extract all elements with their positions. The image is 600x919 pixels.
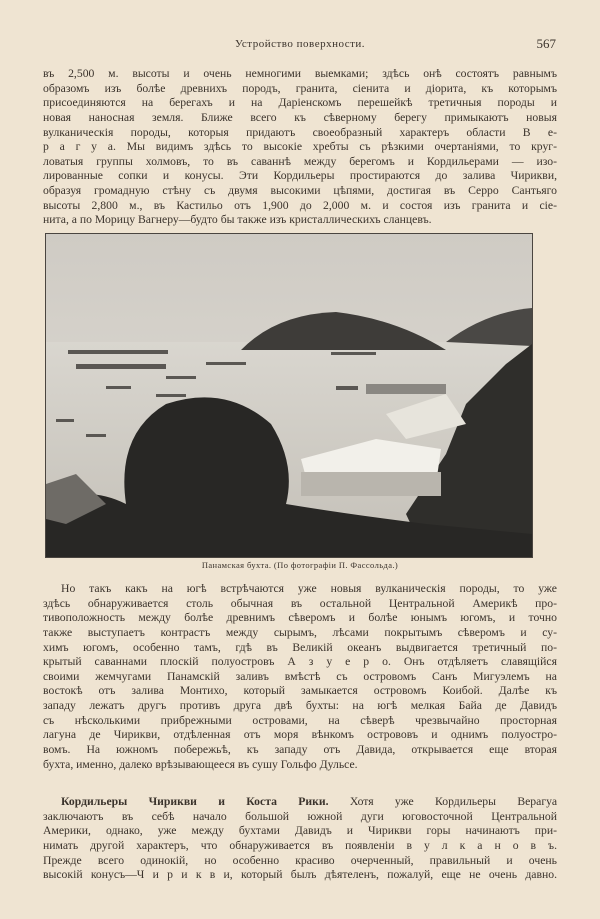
text-line: ловатыя группы холмовъ, то въ саваннѣ между берегомъ и Кордильерами — изо-	[43, 154, 557, 168]
text-line: востокѣ отъ залива Монтихо, который замыкается островомъ Коибой. Далѣе къ	[43, 684, 557, 698]
text-line: здѣсь обнаруживается столь обычная въ остальной Центральной Америкѣ про-	[43, 596, 557, 610]
text-line: образуя громадную стѣну съ двумя высокими цѣпями, достигая въ Серро Сантьяго	[43, 184, 557, 198]
figure-photo-panama-bay	[45, 233, 533, 558]
text-line: съ нѣсколькими прибрежными островами, на сѣверѣ чрезвычайно просторная	[43, 713, 557, 727]
text-line: тивоположность между болѣе древнимъ сѣверомъ и болѣе юнымъ югомъ, и точно	[43, 611, 557, 625]
paragraph-1	[43, 67, 557, 228]
text-line: Америки, однако, уже между бухтами Давидъ и Чирикви горы начинаютъ при-	[43, 824, 557, 838]
text-line	[43, 795, 557, 810]
text-line: западу лежатъ другъ противъ друга двѣ бухты: на югѣ мелкая Байа де Давидъ	[43, 699, 557, 713]
page-number: 567	[536, 36, 556, 51]
paragraph-3	[43, 795, 557, 883]
text-line: химъ югомъ, особенно тамъ, гдѣ въ Великій океанъ выдвигается третичный по-	[43, 640, 557, 654]
running-title: Устройство поверхности.	[234, 38, 366, 50]
text-line: бухта, именно, далеко врѣзывающееся въ сушу Гольфо Дульсе.	[43, 757, 358, 771]
text-line: вулканическія породы, которыя придаютъ своеобразный характеръ области В е-	[43, 125, 557, 139]
text-line: лагуна де Чирикви, отдѣленная отъ моря вѣнкомъ острововъ и однимъ полуостро-	[43, 728, 557, 742]
section-heading: Кордильеры Чирикви и Коста Рики.	[61, 795, 329, 808]
text-line: нимать другой характеръ, что обнаруживается въ появленіи в у л к а н о в ъ.	[43, 838, 557, 852]
text-line: нита, а по Морицу Вагнеру—будто бы также изъ кристаллическихъ сланцевъ.	[43, 213, 432, 227]
figure-caption: Панамская бухта. (По фотографіи П. Фассольда.)	[201, 560, 399, 570]
text-line: р а г у а. Мы видимъ здѣсь то высокіе хребты съ рѣзкими очертаніями, то круг-	[43, 140, 557, 154]
text-line: новая наносная земля. Ближе всего къ сѣверному берегу примыкаютъ новыя	[43, 110, 557, 124]
photo-image	[46, 234, 532, 557]
text-line: крытый саваннами плоскій полуостровъ А з у е р о. Онъ отдѣляетъ славящійся	[43, 655, 557, 669]
text-line: высокій конусъ—Ч и р и к в и, который былъ дѣятеленъ, пожалуй, еще не очень давно.	[43, 868, 557, 882]
text-line: лированные сопки и конусы. Эти Кордильеры простираются до залива Чирикви,	[43, 169, 557, 183]
paragraph-2	[43, 582, 557, 772]
text-line-rest: Хотя уже Кордильеры Верагуа	[349, 795, 558, 808]
text-line: Прежде всего одинокій, но особенно красиво очерченный, правильный и очень	[43, 853, 557, 867]
text-line: образомъ изъ болѣе древнихъ породъ, гранита, сіенита и діорита, къ которымъ	[43, 81, 557, 95]
text-line: также выступаетъ контрастъ между сырымъ, лѣсами покрытымъ сѣверомъ и су-	[43, 625, 557, 639]
text-line: высоты 2,800 м., въ Кастильо отъ 1,900 до 2,000 м. и состоя изъ гранита и сіе-	[43, 198, 557, 212]
text-line: вомъ. На южномъ побережьѣ, къ западу отъ Давида, открывается еще вторая	[43, 743, 557, 757]
text-line: заключаютъ въ себѣ начало большой южной дуги юговосточной Центральной	[43, 809, 557, 823]
text-line: своими жемчугами Панамскій заливъ вмѣстѣ съ островомъ Санъ Мигуэлемъ на	[43, 669, 557, 683]
text-line: въ 2,500 м. высоты и очень немногими выемками; здѣсь онѣ состоятъ равнымъ	[43, 67, 557, 80]
text-line: Но такъ какъ на югѣ встрѣчаются уже новыя вулканическія породы, то уже	[61, 582, 557, 595]
text-line: присоединяются на берегахъ и на Даріенскомъ перешейкѣ третичныя породы и	[43, 96, 557, 110]
